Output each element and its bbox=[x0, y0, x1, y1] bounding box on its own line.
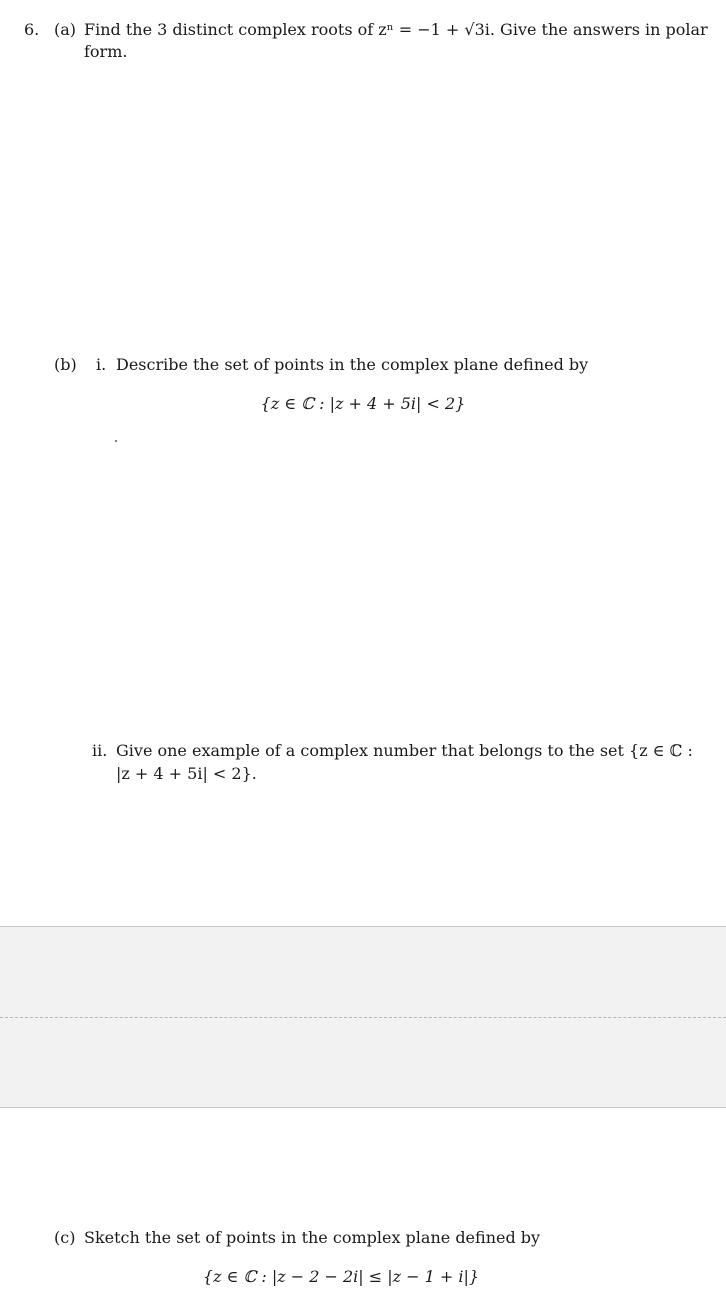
part-c-label: (c) bbox=[54, 1228, 76, 1247]
part-b-i-label: i. bbox=[96, 355, 107, 374]
question-number: 6. bbox=[24, 20, 40, 39]
part-a-text-line1: Find the 3 distinct complex roots of zⁿ = −1 + √3i. Give the answers in polar bbox=[84, 20, 708, 39]
part-a-label: (a) bbox=[54, 20, 77, 39]
part-b-i-text: Describe the set of points in the complex plane defined by bbox=[116, 355, 589, 374]
part-b-label: (b) bbox=[54, 355, 77, 374]
part-b-i-set: {z ∈ ℂ : |z + 4 + 5i| < 2} bbox=[260, 394, 466, 413]
stray-dot bbox=[115, 440, 117, 442]
part-b-ii-text-line1: Give one example of a complex number that belongs to the set {z ∈ ℂ : bbox=[116, 741, 693, 760]
part-b-ii-label: ii. bbox=[92, 741, 108, 760]
part-c-set: {z ∈ ℂ : |z − 2 − 2i| ≤ |z − 1 + i|} bbox=[202, 1267, 480, 1286]
part-b-ii-text-line2: |z + 4 + 5i| < 2}. bbox=[116, 764, 257, 783]
part-a-text-line2: form. bbox=[84, 42, 128, 61]
part-c-text: Sketch the set of points in the complex plane defined by bbox=[84, 1228, 541, 1247]
page-break-dashed-line bbox=[0, 1017, 726, 1018]
